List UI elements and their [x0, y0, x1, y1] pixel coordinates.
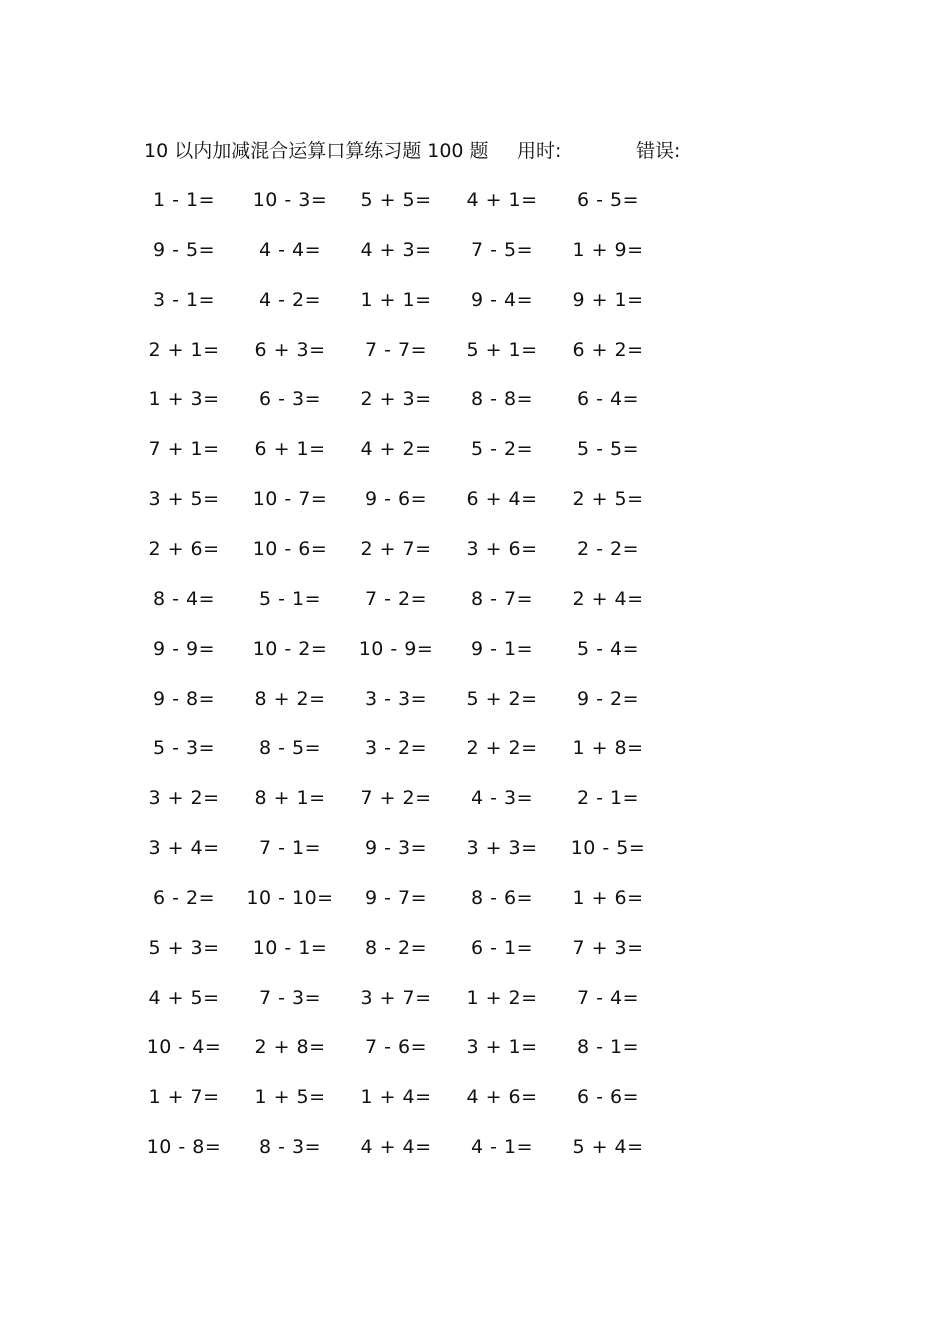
arithmetic-problem: 3 + 4= — [148, 837, 220, 859]
arithmetic-problem: 5 - 2= — [470, 438, 534, 460]
arithmetic-problem: 9 - 8= — [152, 688, 216, 710]
arithmetic-problem: 10 - 4= — [146, 1036, 222, 1058]
arithmetic-problem: 6 + 3= — [254, 339, 326, 361]
arithmetic-problem: 7 - 1= — [258, 837, 322, 859]
arithmetic-problem: 2 + 4= — [572, 588, 644, 610]
arithmetic-problem: 6 - 3= — [258, 388, 322, 410]
arithmetic-problem: 2 + 6= — [148, 538, 220, 560]
arithmetic-problem: 6 - 6= — [576, 1086, 640, 1108]
arithmetic-problem: 7 - 2= — [364, 588, 428, 610]
arithmetic-problem: 2 + 8= — [254, 1036, 326, 1058]
arithmetic-problem: 10 - 5= — [570, 837, 646, 859]
arithmetic-problem: 7 + 3= — [572, 937, 644, 959]
arithmetic-problem: 10 - 1= — [252, 937, 328, 959]
arithmetic-problem: 7 - 6= — [364, 1036, 428, 1058]
arithmetic-problem: 4 + 6= — [466, 1086, 538, 1108]
arithmetic-problem: 1 + 2= — [466, 987, 538, 1009]
arithmetic-problem: 5 + 4= — [572, 1136, 644, 1158]
arithmetic-problem: 7 + 1= — [148, 438, 220, 460]
arithmetic-problem: 8 - 3= — [258, 1136, 322, 1158]
arithmetic-problem: 5 - 5= — [576, 438, 640, 460]
arithmetic-problem: 8 - 7= — [470, 588, 534, 610]
arithmetic-problem: 10 - 2= — [252, 638, 328, 660]
arithmetic-problem: 4 + 2= — [360, 438, 432, 460]
arithmetic-problem: 9 - 3= — [364, 837, 428, 859]
arithmetic-problem: 2 + 3= — [360, 388, 432, 410]
arithmetic-problem: 9 - 7= — [364, 887, 428, 909]
arithmetic-problem: 4 + 4= — [360, 1136, 432, 1158]
arithmetic-problem: 7 - 5= — [470, 239, 534, 261]
arithmetic-problem: 2 + 2= — [466, 737, 538, 759]
arithmetic-problem: 8 - 1= — [576, 1036, 640, 1058]
arithmetic-problem: 4 + 5= — [148, 987, 220, 1009]
arithmetic-problem: 5 - 4= — [576, 638, 640, 660]
arithmetic-problem: 10 - 9= — [358, 638, 434, 660]
arithmetic-problem: 1 + 7= — [148, 1086, 220, 1108]
arithmetic-problem: 7 - 3= — [258, 987, 322, 1009]
arithmetic-problem: 4 + 3= — [360, 239, 432, 261]
arithmetic-problem: 7 - 7= — [364, 339, 428, 361]
arithmetic-problem: 9 - 1= — [470, 638, 534, 660]
arithmetic-problem: 4 + 1= — [466, 189, 538, 211]
arithmetic-problem: 4 - 4= — [258, 239, 322, 261]
arithmetic-problem: 6 - 4= — [576, 388, 640, 410]
error-count-label: 错误: — [636, 140, 681, 162]
arithmetic-problem: 8 - 8= — [470, 388, 534, 410]
arithmetic-problem: 1 - 1= — [152, 189, 216, 211]
arithmetic-problem: 10 - 3= — [252, 189, 328, 211]
arithmetic-problem: 8 - 5= — [258, 737, 322, 759]
arithmetic-problem: 6 + 1= — [254, 438, 326, 460]
worksheet-title: 10 以内加减混合运算口算练习题 100 题 — [144, 140, 489, 162]
arithmetic-problem: 10 - 7= — [252, 488, 328, 510]
arithmetic-problem: 3 - 3= — [364, 688, 428, 710]
arithmetic-problem: 8 + 2= — [254, 688, 326, 710]
arithmetic-problem: 6 - 5= — [576, 189, 640, 211]
arithmetic-problem: 10 - 6= — [252, 538, 328, 560]
arithmetic-problem: 10 - 8= — [146, 1136, 222, 1158]
arithmetic-problem: 1 + 3= — [148, 388, 220, 410]
arithmetic-problem: 3 + 7= — [360, 987, 432, 1009]
arithmetic-problem: 9 - 5= — [152, 239, 216, 261]
arithmetic-problem: 1 + 8= — [572, 737, 644, 759]
arithmetic-problem: 5 - 3= — [152, 737, 216, 759]
arithmetic-problem: 8 - 4= — [152, 588, 216, 610]
arithmetic-problem: 2 - 2= — [576, 538, 640, 560]
arithmetic-problem: 5 - 1= — [258, 588, 322, 610]
arithmetic-problem: 6 - 2= — [152, 887, 216, 909]
arithmetic-problem: 2 + 1= — [148, 339, 220, 361]
arithmetic-problem: 6 - 1= — [470, 937, 534, 959]
arithmetic-problem: 6 + 4= — [466, 488, 538, 510]
arithmetic-problem: 3 + 6= — [466, 538, 538, 560]
arithmetic-problem: 5 + 1= — [466, 339, 538, 361]
arithmetic-problem: 8 - 2= — [364, 937, 428, 959]
arithmetic-problem: 9 - 4= — [470, 289, 534, 311]
arithmetic-problem: 2 + 5= — [572, 488, 644, 510]
arithmetic-problem: 7 - 4= — [576, 987, 640, 1009]
arithmetic-problem: 3 + 1= — [466, 1036, 538, 1058]
arithmetic-problem: 4 - 3= — [470, 787, 534, 809]
time-used-label: 用时: — [517, 140, 562, 162]
arithmetic-problem: 3 - 2= — [364, 737, 428, 759]
arithmetic-problem: 4 - 2= — [258, 289, 322, 311]
arithmetic-problem: 2 + 7= — [360, 538, 432, 560]
arithmetic-problem: 5 + 5= — [360, 189, 432, 211]
arithmetic-problem: 3 + 3= — [466, 837, 538, 859]
arithmetic-problem: 3 - 1= — [152, 289, 216, 311]
arithmetic-problem: 8 - 6= — [470, 887, 534, 909]
arithmetic-problem: 2 - 1= — [576, 787, 640, 809]
arithmetic-problem: 9 + 1= — [572, 289, 644, 311]
arithmetic-problem: 3 + 2= — [148, 787, 220, 809]
arithmetic-problem: 5 + 3= — [148, 937, 220, 959]
arithmetic-problem: 10 - 10= — [246, 887, 334, 909]
arithmetic-problem: 3 + 5= — [148, 488, 220, 510]
arithmetic-problem: 1 + 6= — [572, 887, 644, 909]
arithmetic-problem: 5 + 2= — [466, 688, 538, 710]
arithmetic-problem: 1 + 1= — [360, 289, 432, 311]
arithmetic-problem: 9 - 2= — [576, 688, 640, 710]
arithmetic-problem: 1 + 4= — [360, 1086, 432, 1108]
arithmetic-problem: 1 + 5= — [254, 1086, 326, 1108]
arithmetic-problem: 4 - 1= — [470, 1136, 534, 1158]
arithmetic-problem: 8 + 1= — [254, 787, 326, 809]
arithmetic-problem: 6 + 2= — [572, 339, 644, 361]
arithmetic-problem: 9 - 6= — [364, 488, 428, 510]
arithmetic-problem: 7 + 2= — [360, 787, 432, 809]
arithmetic-problem: 1 + 9= — [572, 239, 644, 261]
arithmetic-problem: 9 - 9= — [152, 638, 216, 660]
